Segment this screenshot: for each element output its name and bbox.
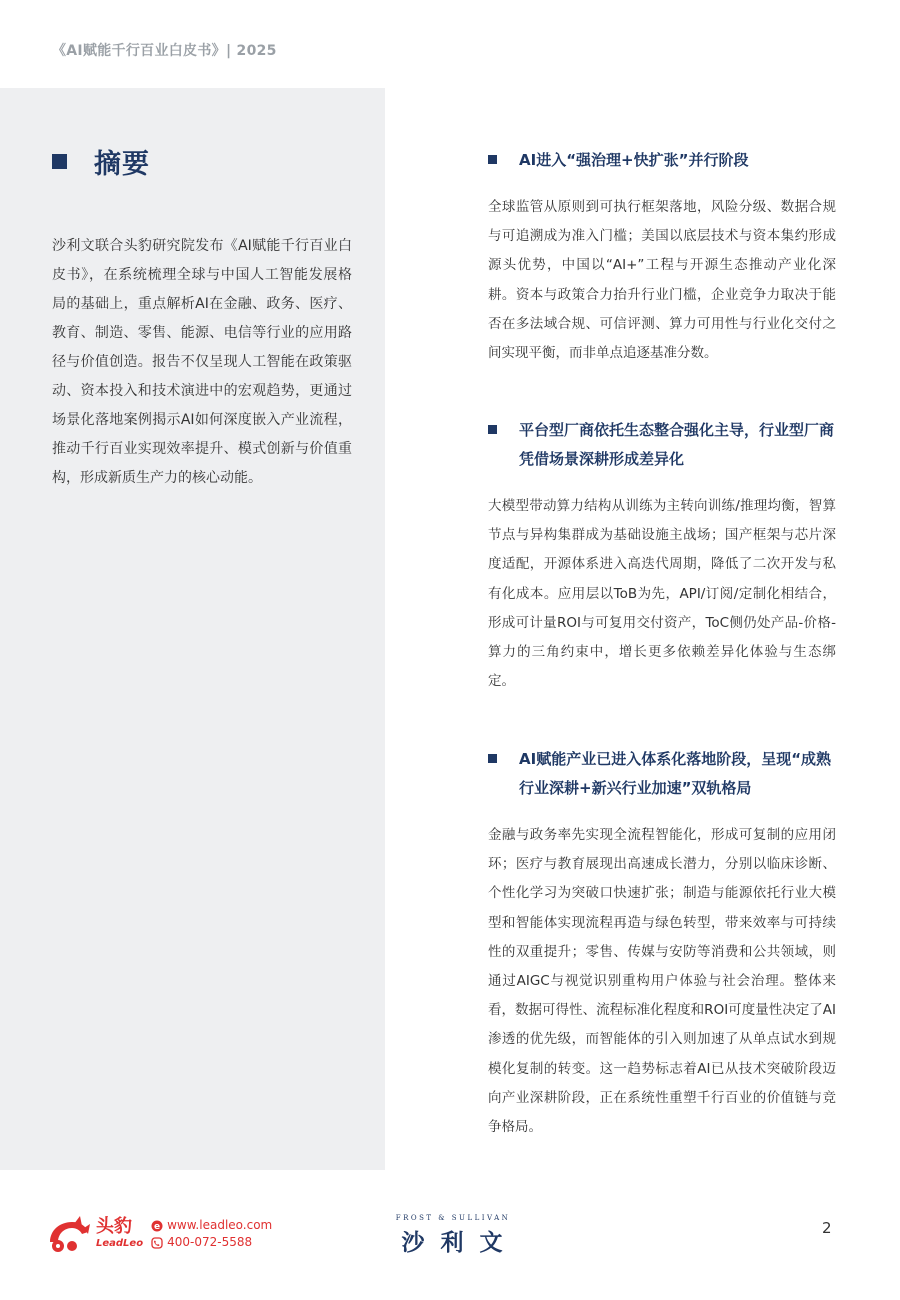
square-bullet-icon (52, 154, 67, 169)
section-3 (488, 745, 836, 1142)
leadleo-logo (44, 1214, 272, 1254)
svg-text:e: e (154, 1221, 161, 1232)
section-heading (488, 416, 836, 474)
section-body: 金融与政务率先实现全流程智能化，形成可复制的应用闭环；医疗与教育展现出高速成长潜力，分别以临床诊断、个性化学习为突破口快速扩张；制造与能源依托行业大模型和智能体实现流程再造与绿色转型，带来效率与可持续性的双重提升；零售、传媒与安防等消费和公共领域，则通过AIGC与视觉识别重构用户体验与社会治理。整体来看，数据可得性、流程标准化程度和ROI可度量性决定了AI渗透的优先级，而智能体的引入则加速了从单点试水到规模化复制的转变。这一趋势标志着AI已从技术突破阶段迈向产业深耕阶段，正在系统性重塑千行百业的价值链与竞争格局。 (488, 827, 836, 1136)
section-body: 大模型带动算力结构从训练为主转向训练/推理均衡，智算节点与异构集群成为基础设施主战场；国产框架与芯片深度适配，开源体系进入高迭代周期，降低了二次开发与私有化成本。应用层以ToB为先，API/订阅/定制化相结合，形成可计量ROI与可复用交付资产，ToC侧仍处产品-价格-算力的三角约束中，增长更多依赖差异化体验与生态绑定。 (488, 498, 836, 690)
section-1 (488, 146, 836, 368)
section-body: 全球监管从原则到可执行框架落地，风险分级、数据合规与可追溯成为准入门槛；美国以底层技术与资本集约形成源头优势，中国以“AI+”工程与开源生态推动产业化深耕。资本与政策合力抬升行业门槛，企业竞争力取决于能否在多法域合规、可信评测、算力可用性与行业化交付之间实现平衡，而非单点追逐基准分数。 (488, 199, 836, 362)
abstract-heading (52, 142, 150, 181)
abstract-body: 沙利文联合头豹研究院发布《AI赋能千行百业白皮书》，在系统梳理全球与中国人工智能发展格局的基础上，重点解析AI在金融、政务、医疗、教育、制造、零售、能源、电信等行业的应用路径与价值创造。报告不仅呈现人工智能在政策驱动、资本投入和技术演进中的宏观趋势，更通过场景化落地案例揭示AI如何深度嵌入产业流程，推动千行百业实现效率提升、模式创新与价值重构，形成新质生产力的核心动能。 (52, 238, 352, 486)
frost-sullivan-logo (378, 1214, 528, 1257)
leadleo-name-cn: 头豹 (96, 1216, 132, 1237)
square-bullet-icon (488, 754, 497, 763)
running-header: 《AI赋能千行百业白皮书》| 2025 (52, 43, 277, 59)
website-link[interactable]: www.leadleo.com (167, 1218, 273, 1232)
square-bullet-icon (488, 425, 497, 434)
leadleo-name-en: LeadLeo (96, 1238, 144, 1249)
frost-sullivan-name-en: FROST & SULLIVAN (395, 1214, 511, 1222)
square-bullet-icon (488, 155, 497, 164)
abstract-title: 摘要 (94, 149, 150, 180)
section-title: AI进入“强治理+快扩张”并行阶段 (519, 151, 749, 169)
phone-number: 400-072-5588 (167, 1235, 253, 1249)
frost-sullivan-name-cn: 沙利文 (401, 1230, 519, 1256)
phone-row (151, 1234, 272, 1251)
section-heading (488, 745, 836, 803)
section-title: AI赋能产业已进入体系化落地阶段，呈现“成熟行业深耕+新兴行业加速”双轨格局 (519, 750, 832, 797)
page-number: 2 (822, 1219, 832, 1237)
web-e-icon (151, 1220, 163, 1232)
contact-info (151, 1217, 272, 1251)
section-title: 平台型厂商依托生态整合强化主导，行业型厂商凭借场景深耕形成差异化 (519, 421, 835, 468)
section-heading (488, 146, 836, 175)
leopard-logo-icon (44, 1214, 92, 1254)
phone-icon (151, 1237, 163, 1249)
section-2 (488, 416, 836, 696)
leadleo-brand (96, 1217, 143, 1251)
website-row[interactable] (151, 1217, 272, 1234)
